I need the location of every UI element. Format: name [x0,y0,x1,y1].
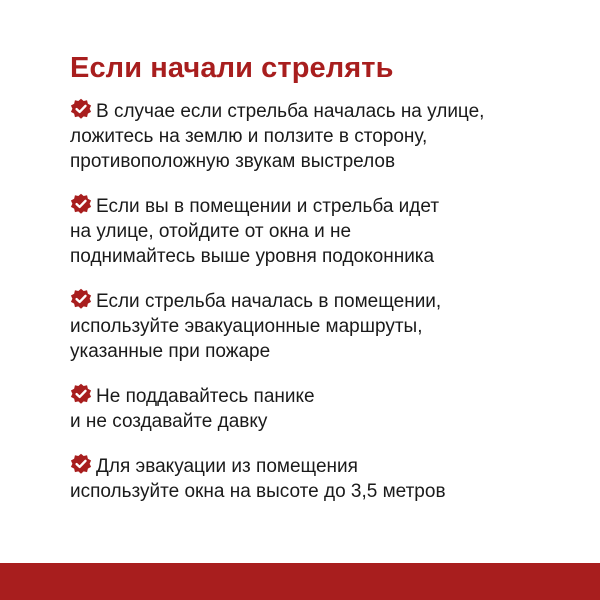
item-line: В случае если стрельба началась на улице, [96,101,485,122]
item-line: поднимайтесь выше уровня подоконника [70,246,435,267]
footer-bar [0,563,600,600]
item-line: Если стрельба началась в помещении, [96,291,442,312]
item-line: противоположную звукам выстрелов [70,151,396,172]
item-line: используйте эвакуационные маршруты, [70,316,423,337]
verified-check-icon [70,193,92,215]
list-item [70,193,560,269]
verified-check-icon [70,453,92,475]
item-line: ложитесь на землю и ползите в сторону, [70,126,428,147]
list-item [70,98,560,174]
instruction-list [70,98,560,523]
list-item-text [70,453,560,504]
list-item-text [70,98,560,174]
item-line: Для эвакуации из помещения [96,456,358,477]
verified-check-icon [70,288,92,310]
list-item [70,453,560,504]
verified-check-icon [70,98,92,120]
list-item-text [70,193,560,269]
item-line: Не поддавайтесь панике [96,386,315,407]
list-item [70,288,560,364]
list-item [70,383,560,434]
item-line: Если вы в помещении и стрельба идет [96,196,440,217]
item-line: на улице, отойдите от окна и не [70,221,352,242]
item-line: используйте окна на высоте до 3,5 метров [70,481,446,502]
item-line: и не создавайте давку [70,411,268,432]
list-item-text [70,383,560,434]
item-line: указанные при пожаре [70,341,271,362]
verified-check-icon [70,383,92,405]
list-item-text [70,288,560,364]
page-title: Если начали стрелять [70,52,394,84]
